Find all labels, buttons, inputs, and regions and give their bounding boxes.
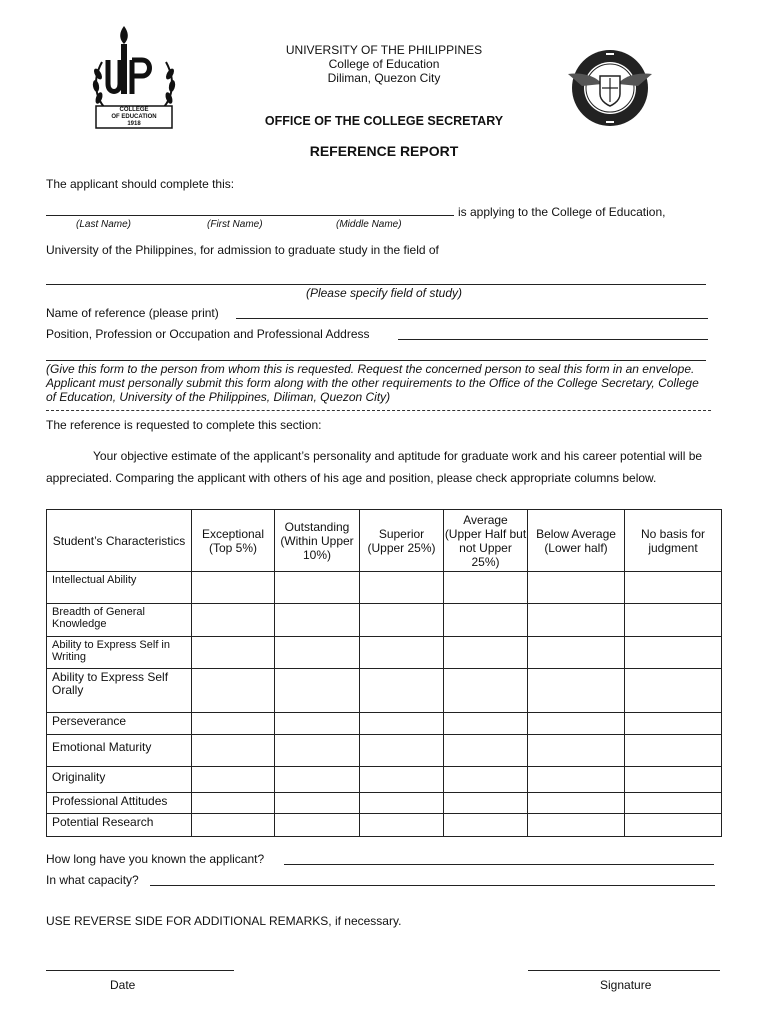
section-divider <box>46 410 711 411</box>
rating-cell[interactable] <box>444 713 528 735</box>
field-of-study-caption: (Please specify field of study) <box>305 286 463 300</box>
rating-cell[interactable] <box>444 767 528 793</box>
known-label: How long have you known the applicant? <box>46 852 265 866</box>
row-label: Originality <box>47 767 192 793</box>
table-row <box>47 604 722 637</box>
rating-cell[interactable] <box>444 604 528 637</box>
rating-cell[interactable] <box>360 572 444 604</box>
rating-cell[interactable] <box>275 669 360 713</box>
table-row <box>47 572 722 604</box>
rating-cell[interactable] <box>528 767 625 793</box>
rating-cell[interactable] <box>625 572 722 604</box>
rating-cell[interactable] <box>444 814 528 837</box>
rating-cell[interactable] <box>360 814 444 837</box>
logo-text-line: 1918 <box>127 121 141 127</box>
college-location: Diliman, Quezon City <box>327 71 441 85</box>
rating-cell[interactable] <box>528 669 625 713</box>
reference-intro: The reference is requested to complete this section: <box>46 418 322 432</box>
table-row <box>47 637 722 669</box>
first-name-label: (First Name) <box>207 219 263 230</box>
university-name: UNIVERSITY OF THE PHILIPPINES <box>285 43 483 57</box>
field-of-study-field[interactable] <box>46 274 706 285</box>
row-label: Intellectual Ability <box>47 572 192 604</box>
rating-cell[interactable] <box>444 572 528 604</box>
rating-cell[interactable] <box>625 637 722 669</box>
applicant-name-field[interactable] <box>46 204 454 216</box>
rating-cell[interactable] <box>360 793 444 814</box>
middle-name-label: (Middle Name) <box>336 219 402 230</box>
rating-cell[interactable] <box>528 713 625 735</box>
rating-cell[interactable] <box>625 669 722 713</box>
row-label: Potential Research <box>47 814 192 837</box>
rating-cell[interactable] <box>625 713 722 735</box>
known-duration-field[interactable] <box>284 854 714 865</box>
table-row <box>47 735 722 767</box>
admission-text: University of the Philippines, for admission to graduate study in the field of <box>46 243 439 257</box>
rating-cell[interactable] <box>192 572 275 604</box>
row-label: Professional Attitudes <box>47 793 192 814</box>
rating-cell[interactable] <box>192 713 275 735</box>
applying-text: is applying to the College of Education, <box>458 205 666 219</box>
page-title: REFERENCE REPORT <box>309 143 459 159</box>
rating-cell[interactable] <box>192 735 275 767</box>
position-label: Position, Profession or Occupation and Professional Address <box>46 327 370 341</box>
reference-name-label: Name of reference (please print) <box>46 306 219 320</box>
capacity-field[interactable] <box>150 875 715 886</box>
rating-cell[interactable] <box>275 814 360 837</box>
office-title: OFFICE OF THE COLLEGE SECRETARY <box>264 114 504 128</box>
rating-cell[interactable] <box>444 735 528 767</box>
header-average: Average (Upper Half but not Upper 25%) <box>444 510 528 572</box>
rating-cell[interactable] <box>625 814 722 837</box>
row-label: Emotional Maturity <box>47 735 192 767</box>
rating-cell[interactable] <box>192 767 275 793</box>
header-superior: Superior (Upper 25%) <box>360 510 444 572</box>
signature-label: Signature <box>600 978 652 992</box>
rating-cell[interactable] <box>275 637 360 669</box>
header-below-average: Below Average (Lower half) <box>528 510 625 572</box>
rating-cell[interactable] <box>528 793 625 814</box>
rating-cell[interactable] <box>192 637 275 669</box>
table-row <box>47 767 722 793</box>
row-label: Breadth of General Knowledge <box>47 604 192 637</box>
position-field[interactable] <box>398 329 708 340</box>
rating-cell[interactable] <box>444 637 528 669</box>
college-name: College of Education <box>328 57 440 71</box>
last-name-label: (Last Name) <box>76 219 132 230</box>
rating-cell[interactable] <box>275 767 360 793</box>
rating-cell[interactable] <box>444 669 528 713</box>
row-label: Ability to Express Self in Writing <box>47 637 192 669</box>
table-row <box>47 669 722 713</box>
rating-cell[interactable] <box>360 713 444 735</box>
rating-cell[interactable] <box>625 604 722 637</box>
rating-cell[interactable] <box>528 637 625 669</box>
logo-text-line: COLLEGE <box>119 107 149 113</box>
signature-field[interactable] <box>528 960 720 971</box>
rating-cell[interactable] <box>275 572 360 604</box>
logo-text-line: OF EDUCATION <box>111 114 157 120</box>
rating-cell[interactable] <box>360 735 444 767</box>
date-label: Date <box>110 978 136 992</box>
rating-cell[interactable] <box>192 793 275 814</box>
header-exceptional: Exceptional (Top 5%) <box>192 510 275 572</box>
address-field[interactable] <box>46 350 706 361</box>
capacity-label: In what capacity? <box>46 873 139 887</box>
rating-cell[interactable] <box>275 604 360 637</box>
rating-cell[interactable] <box>275 793 360 814</box>
row-label: Ability to Express Self Orally <box>47 669 192 713</box>
rating-cell[interactable] <box>528 735 625 767</box>
rating-cell[interactable] <box>625 767 722 793</box>
rating-cell[interactable] <box>360 604 444 637</box>
table-row <box>47 793 722 814</box>
header-outstanding: Outstanding (Within Upper 10%) <box>275 510 360 572</box>
rating-cell[interactable] <box>192 604 275 637</box>
instructions-text: (Give this form to the person from whom this is requested. Request the concerned person to seal this form in an envelope. Applicant must personally submit this form along with the other requirements to the Office of the College Secretary, College of Education, University of the Philippines, Diliman, Quezon City) <box>46 362 699 404</box>
header-no-basis: No basis for judgment <box>625 510 722 572</box>
characteristics-table <box>46 509 722 837</box>
rating-cell[interactable] <box>625 793 722 814</box>
rating-cell[interactable] <box>528 814 625 837</box>
table-row <box>47 814 722 837</box>
header-characteristics: Student’s Characteristics <box>47 510 192 572</box>
rating-cell[interactable] <box>625 735 722 767</box>
rating-cell[interactable] <box>528 604 625 637</box>
rating-cell[interactable] <box>444 793 528 814</box>
row-label: Perseverance <box>47 713 192 735</box>
rating-cell[interactable] <box>192 669 275 713</box>
rating-cell[interactable] <box>360 669 444 713</box>
date-field[interactable] <box>46 960 234 971</box>
table-row <box>47 713 722 735</box>
rating-cell[interactable] <box>275 713 360 735</box>
reference-name-field[interactable] <box>236 308 708 319</box>
reference-paragraph: Your objective estimate of the applicant’s personality and aptitude for graduate work and his career potential will be appreciated. Comparing the applicant with others of his age and position, please check appropriate columns below. <box>46 449 703 485</box>
rating-cell[interactable] <box>360 637 444 669</box>
rating-cell[interactable] <box>528 572 625 604</box>
rating-cell[interactable] <box>275 735 360 767</box>
rating-cell[interactable] <box>192 814 275 837</box>
rating-cell[interactable] <box>360 767 444 793</box>
applicant-intro: The applicant should complete this: <box>46 177 235 191</box>
remarks-note: USE REVERSE SIDE FOR ADDITIONAL REMARKS, if necessary. <box>46 914 402 928</box>
